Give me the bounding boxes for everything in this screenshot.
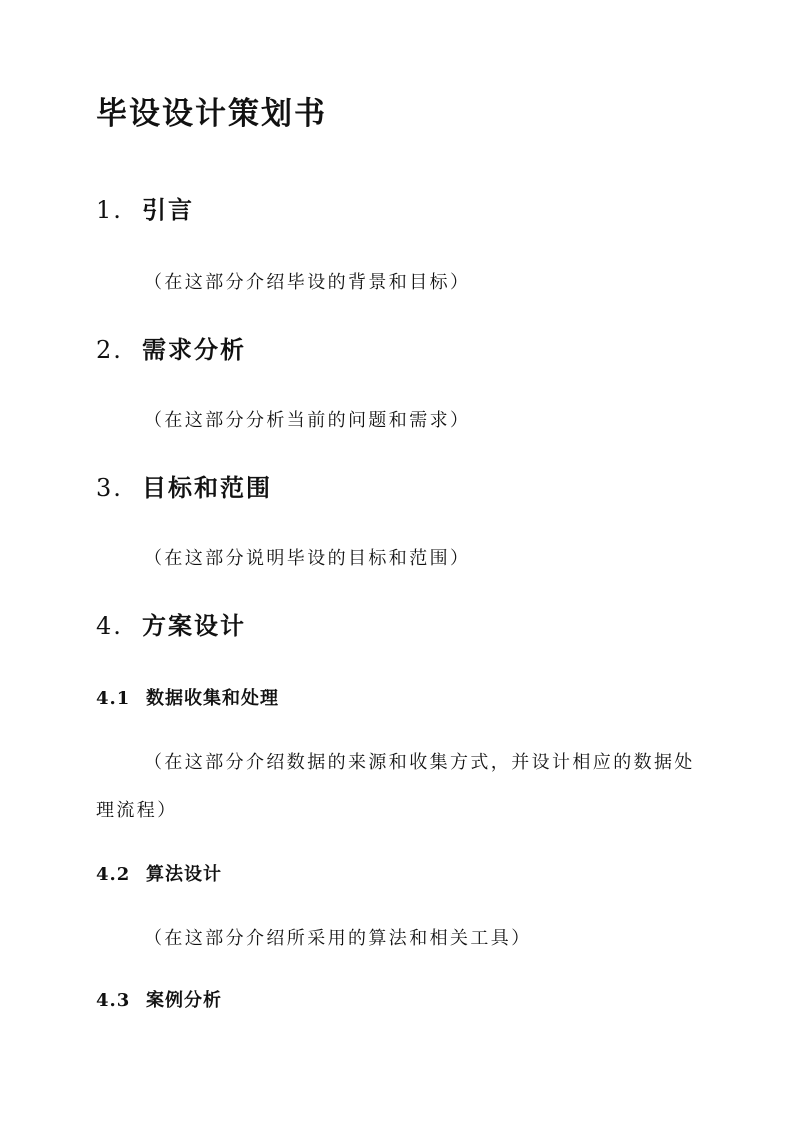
- document-title: 毕设设计策划书: [96, 96, 327, 132]
- subsection-number: 4.1: [96, 688, 131, 709]
- section-title: 需求分析: [142, 335, 246, 364]
- subsection-title: 案例分析: [146, 990, 222, 1011]
- subsection-title: 数据收集和处理: [146, 688, 279, 709]
- subsection-number: 4.3: [96, 990, 131, 1011]
- section-number: 2.: [96, 336, 123, 364]
- section-body-1: （在这部分介绍毕设的背景和目标）: [144, 272, 471, 293]
- section-heading-2: [96, 336, 246, 365]
- subsection-number: 4.2: [96, 864, 131, 885]
- section-body-2: （在这部分分析当前的问题和需求）: [144, 410, 471, 431]
- subsection-body-4-1-line1: （在这部分介绍数据的来源和收集方式，并设计相应的数据处: [144, 752, 695, 773]
- section-heading-4: [96, 612, 246, 641]
- section-number: 4.: [96, 612, 123, 640]
- section-heading-1: [96, 196, 194, 225]
- section-title: 引言: [142, 195, 194, 224]
- section-title: 目标和范围: [142, 473, 272, 502]
- subsection-heading-4-3: [96, 990, 222, 1012]
- section-body-3: （在这部分说明毕设的目标和范围）: [144, 548, 471, 569]
- section-title: 方案设计: [142, 611, 246, 640]
- subsection-heading-4-1: [96, 688, 279, 710]
- subsection-heading-4-2: [96, 864, 222, 886]
- subsection-title: 算法设计: [146, 864, 222, 885]
- section-number: 3.: [96, 474, 123, 502]
- subsection-body-4-1-line2: 理流程）: [96, 800, 178, 821]
- section-number: 1.: [96, 196, 123, 224]
- section-heading-3: [96, 474, 272, 503]
- subsection-body-4-2: （在这部分介绍所采用的算法和相关工具）: [144, 928, 532, 949]
